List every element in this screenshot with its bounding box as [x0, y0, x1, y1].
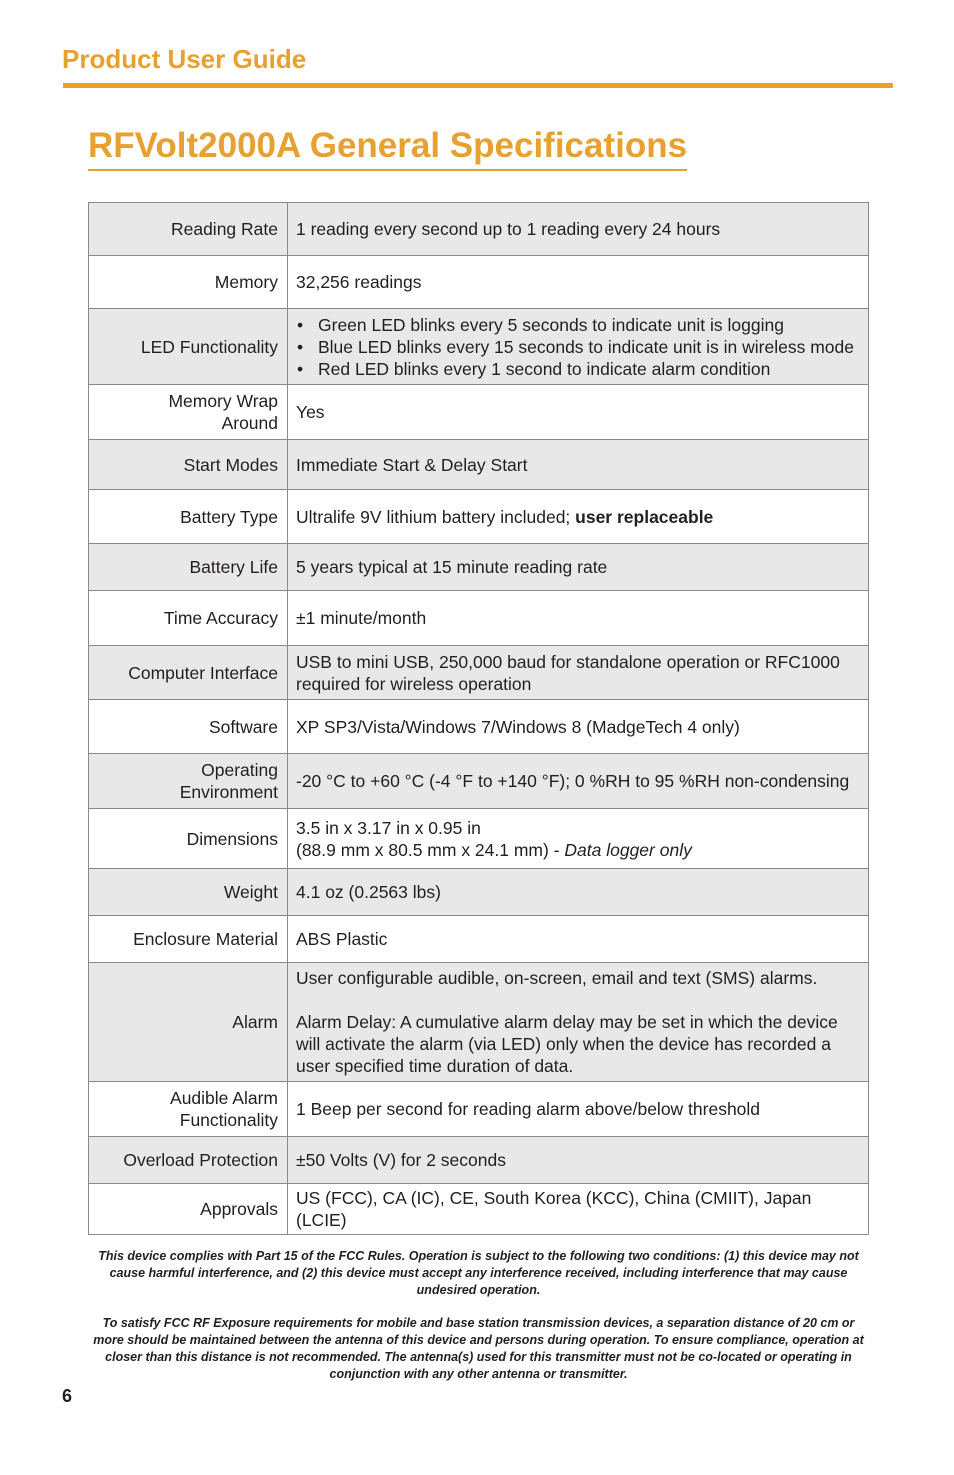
spec-value: ±1 minute/month: [288, 591, 869, 646]
spec-label: LED Functionality: [89, 309, 288, 385]
spec-value: [288, 490, 869, 544]
spec-label: Reading Rate: [89, 203, 288, 256]
alarm-delay-description: Alarm Delay: A cumulative alarm delay may be set in which the device will activate the alarm (via LED) only when the device has recorded a user specified time duration of data.: [296, 1012, 838, 1076]
rf-exposure-note: To satisfy FCC RF Exposure requirements for mobile and base station transmission devices, a separation distance of 20 cm or more should be maintained between the antenna of this device and persons during operation. To ensure compliance, operation at closer than this distance is not recommended. The antenna(s) used for this transmitter must not be co-located or operating in conjunction with any other antenna or transmitter.: [93, 1316, 864, 1381]
header-title: Product User Guide: [62, 44, 307, 74]
fcc-compliance-note: This device complies with Part 15 of the FCC Rules. Operation is subject to the following two conditions: (1) this device may not cause harmful interference, and (2) this device must accept any interference received, including interference that may cause undesired operation.: [98, 1249, 859, 1297]
spec-label-line: Environment: [179, 782, 278, 802]
spec-value: 4.1 oz (0.2563 lbs): [288, 869, 869, 916]
table-row: [89, 440, 869, 490]
spec-label-line: Operating: [201, 760, 278, 780]
spec-value: US (FCC), CA (IC), CE, South Korea (KCC), China (CMIIT), Japan (LCIE): [288, 1184, 869, 1235]
list-item: • Green LED blinks every 5 seconds to indicate unit is logging: [296, 314, 860, 336]
spec-value-text: (88.9 mm x 80.5 mm x 24.1 mm) -: [296, 839, 565, 860]
spec-label: Software: [89, 700, 288, 754]
page-title: RFVolt2000A General Specifications: [88, 124, 687, 171]
spec-label-line: Memory Wrap: [168, 391, 278, 411]
table-row: [89, 869, 869, 916]
table-row: [89, 385, 869, 440]
table-row: [89, 1082, 869, 1137]
spec-label: Memory: [89, 256, 288, 309]
spec-label: Computer Interface: [89, 646, 288, 700]
table-row: [89, 963, 869, 1082]
table-row: [89, 1184, 869, 1235]
spec-label: [89, 385, 288, 440]
spec-value: Immediate Start & Delay Start: [288, 440, 869, 490]
spec-value: ABS Plastic: [288, 916, 869, 963]
list-item: • Red LED blinks every 1 second to indicate alarm condition: [296, 358, 860, 380]
list-item: • Blue LED blinks every 15 seconds to indicate unit is in wireless mode: [296, 336, 860, 358]
led-list: [296, 314, 860, 380]
table-row: [89, 544, 869, 591]
spec-label: [89, 1082, 288, 1137]
table-row: [89, 809, 869, 869]
spec-value: Yes: [288, 385, 869, 440]
table-row: [89, 700, 869, 754]
spec-value: 1 reading every second up to 1 reading every 24 hours: [288, 203, 869, 256]
spec-label: Start Modes: [89, 440, 288, 490]
table-row: [89, 490, 869, 544]
header-rule: [63, 83, 893, 88]
spec-label-line: Functionality: [179, 1110, 278, 1130]
spec-label: Battery Life: [89, 544, 288, 591]
spec-value: 5 years typical at 15 minute reading rate: [288, 544, 869, 591]
spec-value: 32,256 readings: [288, 256, 869, 309]
spec-value-line: 3.5 in x 3.17 in x 0.95 in: [296, 817, 481, 838]
spec-value: [288, 809, 869, 869]
spec-value: [288, 963, 869, 1082]
spec-label: Overload Protection: [89, 1137, 288, 1184]
table-row: [89, 309, 869, 385]
spec-label: Weight: [89, 869, 288, 916]
spec-value-note: Data logger only: [564, 839, 692, 860]
spec-label-line: Around: [221, 413, 278, 433]
table-row: [89, 591, 869, 646]
spec-value-line: [296, 839, 860, 861]
spec-value-emphasis: user replaceable: [575, 506, 714, 527]
spec-label: Time Accuracy: [89, 591, 288, 646]
spec-label: Enclosure Material: [89, 916, 288, 963]
spec-value: USB to mini USB, 250,000 baud for standalone operation or RFC1000 required for wireless operation: [288, 646, 869, 700]
table-row: [89, 203, 869, 256]
page-number: 6: [62, 1386, 73, 1406]
table-row: [89, 1137, 869, 1184]
spec-label: Alarm: [89, 963, 288, 1082]
table-row: [89, 646, 869, 700]
table-row: [89, 754, 869, 809]
spec-label: Battery Type: [89, 490, 288, 544]
spec-label-line: Audible Alarm: [170, 1088, 278, 1108]
spec-value: -20 °C to +60 °C (-4 °F to +140 °F); 0 %RH to 95 %RH non-condensing: [288, 754, 869, 809]
spec-value: ±50 Volts (V) for 2 seconds: [288, 1137, 869, 1184]
table-row: [89, 256, 869, 309]
spec-value-text: Ultralife 9V lithium battery included;: [296, 506, 576, 527]
spec-label: [89, 754, 288, 809]
spec-value: [288, 309, 869, 385]
alarm-description: User configurable audible, on-screen, email and text (SMS) alarms.: [296, 968, 818, 988]
spec-label: Dimensions: [89, 809, 288, 869]
spec-table: [88, 202, 869, 1235]
table-row: [89, 916, 869, 963]
spec-label: Approvals: [89, 1184, 288, 1235]
spec-value: 1 Beep per second for reading alarm above/below threshold: [288, 1082, 869, 1137]
spec-value: XP SP3/Vista/Windows 7/Windows 8 (MadgeTech 4 only): [288, 700, 869, 754]
